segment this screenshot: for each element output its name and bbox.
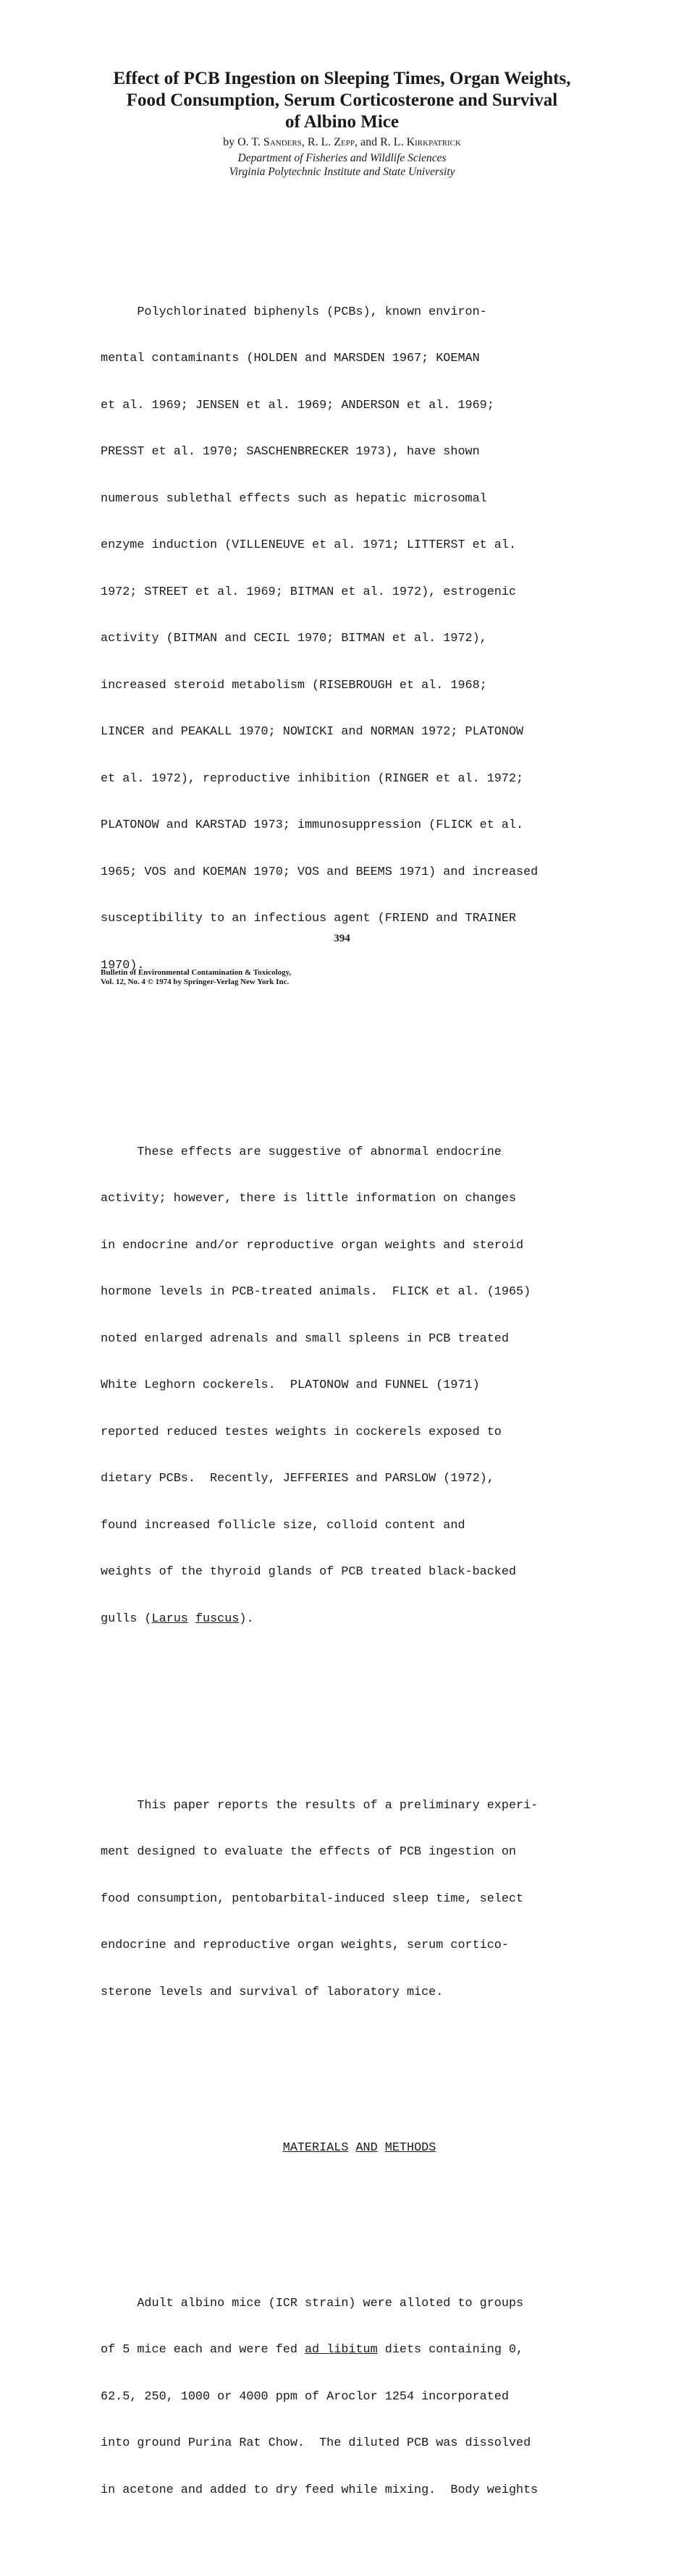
title-line: Food Consumption, Serum Corticosterone and Survival xyxy=(126,90,558,110)
text-line: increased steroid metabolism (RISEBROUGH et al. 1968; xyxy=(101,678,487,692)
heading-word: AND xyxy=(355,2140,378,2155)
text-line: susceptibility to an infectious agent (FRIEND and TRAINER xyxy=(101,912,517,925)
text-line xyxy=(101,1611,607,1627)
article-body xyxy=(101,226,607,2576)
paragraph-gap xyxy=(101,2203,607,2219)
text-line: found increased follicle size, colloid content and xyxy=(101,1518,465,1533)
text-line: et al. 1969; JENSEN et al. 1969; ANDERSON et al. 1969; xyxy=(101,398,494,412)
text-line: noted enlarged adrenals and small spleens in PCB treated xyxy=(101,1331,509,1346)
text-line: Polychlorinated biphenyls (PCBs), known environ- xyxy=(101,305,487,319)
author-initials: R. L. xyxy=(307,136,332,148)
text-fragment xyxy=(188,1612,195,1626)
text-fragment: ). xyxy=(239,1611,254,1626)
paragraph-purpose xyxy=(101,1767,607,2032)
text-line: hormone levels in PCB-treated animals. FLICK et al. (1965) xyxy=(101,1285,531,1299)
text-fragment: of 5 mice each and were fed xyxy=(101,2343,305,2357)
author-initials: R. L. xyxy=(380,136,404,148)
paragraph-endocrine xyxy=(101,1114,607,1658)
footer-line: Vol. 12, No. 4 © 1974 by Springer-Verlag New York Inc. xyxy=(101,978,290,986)
species-epithet: fuscus xyxy=(195,1611,240,1626)
affiliation-line: Virginia Polytechnic Institute and State University xyxy=(229,166,455,178)
latin-term: ad libitum xyxy=(304,2343,378,2357)
text-line: PRESST et al. 1970; SASCHENBRECKER 1973), have shown xyxy=(101,445,480,459)
title-line: Effect of PCB Ingestion on Sleeping Times, Organ Weights, xyxy=(113,69,571,88)
and-word: and xyxy=(360,136,378,148)
paragraph-gap xyxy=(101,2078,607,2094)
author-surname: Kirkpatrick xyxy=(406,136,461,148)
footer-line: Bulletin of Environmental Contamination & Toxicology, xyxy=(101,968,292,977)
text-line: in acetone and added to dry feed while mixing. Body weights xyxy=(101,2483,539,2497)
paragraph-methods xyxy=(101,2265,607,2530)
text-line: LINCER and PEAKALL 1970; NOWICKI and NORMAN 1972; PLATONOW xyxy=(101,725,524,739)
paragraph-gap xyxy=(101,1051,607,1067)
text-line: White Leghorn cockerels. PLATONOW and FUNNEL (1971) xyxy=(101,1378,480,1392)
text-line: endocrine and reproductive organ weights, serum cortico- xyxy=(101,1939,509,1952)
author-surname: Zepp xyxy=(334,136,355,148)
article-title xyxy=(43,68,641,133)
affiliation-line: Department of Fisheries and Wildlife Sciences xyxy=(237,152,447,164)
text-line: 62.5, 250, 1000 or 4000 ppm of Aroclor 1254 incorporated xyxy=(101,2389,509,2404)
text-line: mental contaminants (HOLDEN and MARSDEN 1967; KOEMAN xyxy=(101,352,480,365)
paragraph-introduction xyxy=(101,274,607,1005)
text-line: dietary PCBs. Recently, JEFFERIES and PARSLOW (1972), xyxy=(101,1472,494,1486)
text-line: into ground Purina Rat Chow. The diluted PCB was dissolved xyxy=(101,2436,531,2450)
text-line: These effects are suggestive of abnormal endocrine xyxy=(101,1145,502,1159)
text-fragment: gulls ( xyxy=(101,1611,152,1626)
by-word: by xyxy=(223,136,235,148)
heading-word: METHODS xyxy=(384,2140,436,2155)
text-line: PLATONOW and KARSTAD 1973; immunosuppression (FLICK et al. xyxy=(101,818,524,832)
author-initials: O. T. xyxy=(237,136,261,148)
heading-word: MATERIALS xyxy=(282,2140,349,2155)
text-line: weights of the thyroid glands of PCB treated black-backed xyxy=(101,1565,517,1579)
text-line: activity (BITMAN and CECIL 1970; BITMAN et al. 1972), xyxy=(101,632,487,645)
title-line: of Albino Mice xyxy=(285,112,399,132)
affiliation xyxy=(43,151,641,179)
species-genus: Larus xyxy=(151,1611,188,1626)
text-line: reported reduced testes weights in cockerels exposed to xyxy=(101,1425,502,1439)
text-line: et al. 1972), reproductive inhibition (RINGER et al. 1972; xyxy=(101,771,524,786)
text-line: This paper reports the results of a preliminary experi- xyxy=(101,1798,539,1813)
text-line: 1970). xyxy=(101,958,145,973)
author-surname: Sanders xyxy=(263,136,302,148)
page-number: 394 xyxy=(334,933,350,944)
section-heading xyxy=(101,2140,607,2156)
text-line xyxy=(101,2342,607,2358)
text-line: 1965; VOS and KOEMAN 1970; VOS and BEEMS 1971) and increased xyxy=(101,865,539,879)
text-line: in endocrine and/or reproductive organ weights and steroid xyxy=(101,1238,524,1253)
text-fragment: diets containing 0, xyxy=(377,2343,524,2357)
author-line: by O. T. Sanders, R. L. Zepp, and R. L. Kirkpatrick xyxy=(223,136,461,148)
text-line: ment designed to evaluate the effects of PCB ingestion on xyxy=(101,1845,517,1859)
journal-footer xyxy=(101,968,291,987)
text-line: activity; however, there is little information on changes xyxy=(101,1192,517,1206)
text-line: food consumption, pentobarbital-induced sleep time, select xyxy=(101,1891,524,1906)
text-line: enzyme induction (VILLENEUVE et al. 1971; LITTERST et al. xyxy=(101,538,517,552)
text-line: Adult albino mice (ICR strain) were alloted to groups xyxy=(101,2296,524,2310)
text-line: sterone levels and survival of laboratory mice. xyxy=(101,1985,444,1999)
text-line: numerous sublethal effects such as hepatic microsomal xyxy=(101,491,487,506)
text-line: 1972; STREET et al. 1969; BITMAN et al. 1972), estrogenic xyxy=(101,585,517,599)
heading-indent xyxy=(101,2141,283,2155)
paragraph-gap xyxy=(101,1705,607,1721)
